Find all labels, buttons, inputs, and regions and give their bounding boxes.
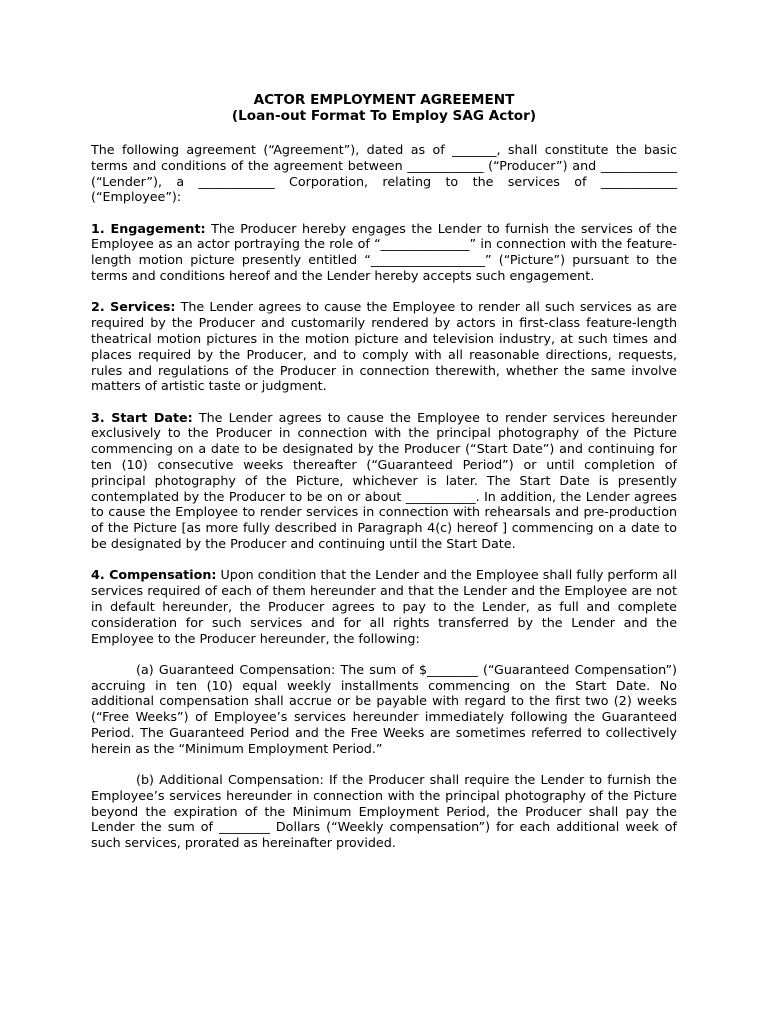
section-start-date	[91, 410, 677, 552]
section-text: Upon condition that the Lender and the Employee shall fully perform all services required of each of them hereunder and that the Lender and the Employee are not in default hereunder, the Producer agrees to pay to the Lender, as full and complete consideration for such services and for all rights transferred by the Lender and the Employee to the Producer hereunder, the following:	[91, 567, 677, 646]
section-text: The Lender agrees to cause the Employee to render services hereunder exclusively to the Producer in connection with the principal photography of the Picture commencing on a date to be designated by the Producer (“Start Date”) and continuing for ten (10) consecutive weeks thereafter (“Guaranteed Period”) or until completion of principal photography of the Picture, whichever is later. The Start Date is presently contemplated by the Producer to be on or about ___________. In addition, the Lender agrees to cause the Employee to render services in connection with rehearsals and pre-production of the Picture [as more fully described in Paragraph 4(c) hereof ] commencing on a date to be designated by the Producer and continuing until the Start Date.	[91, 409, 678, 552]
document-subtitle: (Loan-out Format To Employ SAG Actor)	[231, 108, 537, 124]
section-heading: 3. Start Date:	[91, 409, 193, 425]
section-compensation	[91, 567, 677, 646]
document-page	[91, 92, 677, 867]
intro-paragraph: The following agreement (“Agreement”), dated as of _______, shall constitute the basic terms and conditions of the agreement between ____________ (“Producer”) and ____________ (“Lender”), a ____________ Corporation, relating to the services of ____________ (“Employee”):	[91, 142, 677, 205]
section-text: The Lender agrees to cause the Employee to render all such services as are required by the Producer and customarily rendered by actors in first-class feature-length theatrical motion pictures in the motion picture and television industry, at such times and places required by the Producer, and to comply with all reasonable directions, requests, rules and regulations of the Producer in connection therewith, whether the same involve matters of artistic taste or judgment.	[91, 299, 677, 394]
subsection-additional-compensation: (b) Additional Compensation: If the Producer shall require the Lender to furnish the Employee’s services hereunder in connection with the principal photography of the Picture beyond the expiration of the Minimum Employment Period, the Producer shall pay the Lender the sum of ________ Dollars (“Weekly compensation”) for each additional week of such services, prorated as hereinafter provided.	[91, 772, 677, 851]
section-heading: 1. Engagement:	[91, 220, 206, 236]
section-services	[91, 299, 677, 394]
document-title: ACTOR EMPLOYMENT AGREEMENT	[253, 92, 515, 108]
section-heading: 2. Services:	[91, 299, 176, 315]
subsection-guaranteed-compensation: (a) Guaranteed Compensation: The sum of $________ (“Guaranteed Compensation”) accruing in ten (10) equal weekly installments commencing on the Start Date. No additional compensation shall accrue or be payable with regard to the first two (2) weeks (“Free Weeks”) of Employee’s services hereunder immediately following the Guaranteed Period. The Guaranteed Period and the Free Weeks are sometimes referred to collectively herein as the “Minimum Employment Period.”	[91, 661, 677, 756]
section-engagement	[91, 221, 677, 284]
section-heading: 4. Compensation:	[91, 567, 217, 583]
section-text: The Producer hereby engages the Lender to furnish the services of the Employee as an actor portraying the role of “______________” in connection with the feature-length motion picture presently entitled “__________________” (“Picture”) pursuant to the terms and conditions hereof and the Lender hereby accepts such engagement.	[91, 220, 677, 284]
